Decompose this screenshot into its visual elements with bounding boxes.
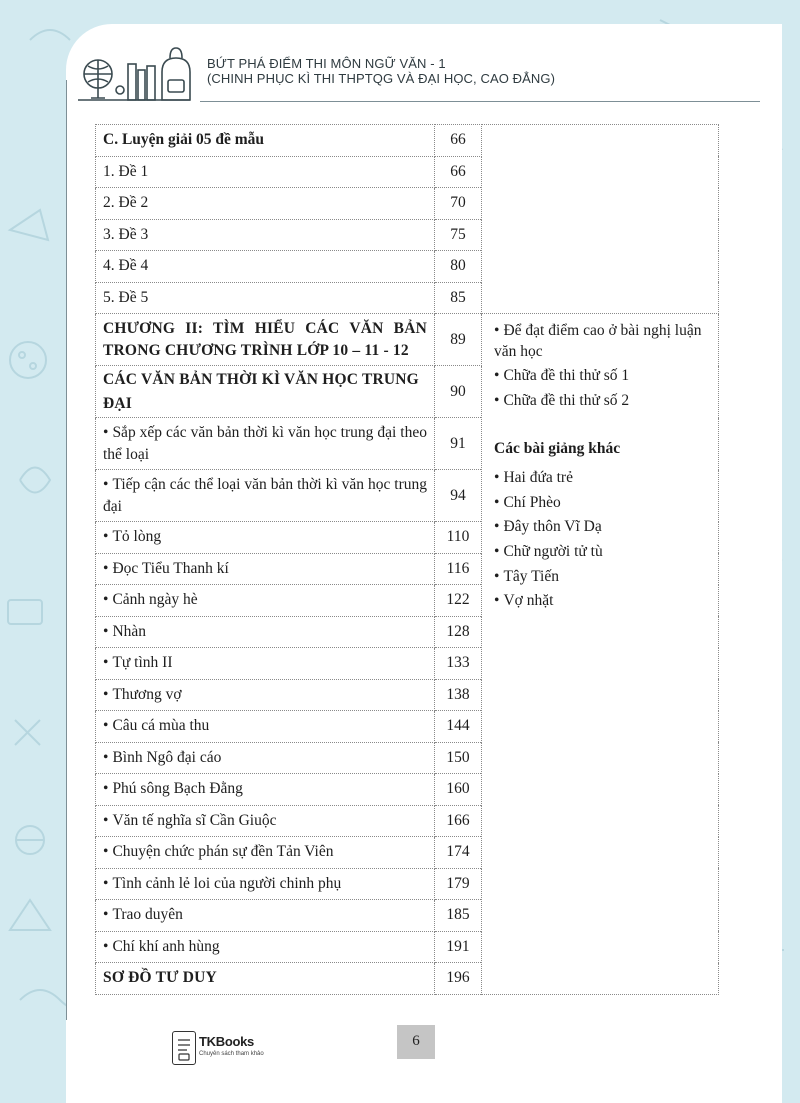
toc-page-number: 150 bbox=[435, 742, 482, 774]
toc-entry-text: Đọc Tiểu Thanh kí bbox=[112, 559, 229, 577]
list-item bbox=[494, 365, 722, 386]
toc-entry-title bbox=[96, 868, 435, 900]
toc-entry-text: Bình Ngô đại cáo bbox=[112, 748, 222, 766]
toc-entry-title bbox=[96, 418, 435, 470]
toc-right-column bbox=[482, 314, 719, 995]
toc-page-number: 66 bbox=[435, 125, 482, 157]
list-item bbox=[494, 566, 722, 587]
toc-entry-text: Tự tình II bbox=[112, 654, 173, 672]
toc-entry-text: Chuyện chức phán sự đền Tản Viên bbox=[112, 843, 334, 861]
list-item bbox=[494, 467, 722, 488]
toc-page-number: 185 bbox=[435, 900, 482, 932]
toc-entry-title bbox=[96, 470, 435, 522]
toc-entry-text: Tiếp cận các thể loại văn bản thời kì văn học trung đại bbox=[103, 475, 427, 515]
book-title-line-2: (CHINH PHỤC KÌ THI THPTQG VÀ ĐẠI HỌC, CAO ĐẲNG) bbox=[207, 71, 556, 86]
toc-entry-text: Phú sông Bạch Đằng bbox=[112, 780, 243, 798]
toc-entry-text: Cảnh ngày hè bbox=[112, 591, 198, 609]
book-logo-icon bbox=[172, 1031, 196, 1065]
list-item-text: Để đạt điểm cao ở bài nghị luận văn học bbox=[494, 322, 702, 360]
toc-page-number: 75 bbox=[435, 219, 482, 251]
list-item-text: Chữa đề thi thử số 1 bbox=[503, 367, 630, 384]
list-item-text: Đây thôn Vĩ Dạ bbox=[503, 518, 602, 535]
toc-entry-title: 3. Đề 3 bbox=[96, 219, 435, 251]
list-item bbox=[494, 590, 722, 611]
toc-entry-title bbox=[96, 585, 435, 617]
toc-entry-text: Nhàn bbox=[112, 622, 147, 640]
list-item-text: Chữ người tử tù bbox=[503, 543, 603, 560]
toc-entry-text: Tình cảnh lẻ loi của người chinh phụ bbox=[112, 874, 342, 892]
toc-section-title: CÁC VĂN BẢN THỜI KÌ VĂN HỌC TRUNG ĐẠI bbox=[96, 366, 435, 418]
toc-page-number: 174 bbox=[435, 837, 482, 869]
list-item-text: Chí Phèo bbox=[503, 494, 561, 511]
toc-entry-text: Trao duyên bbox=[112, 906, 183, 924]
toc-entry-title bbox=[96, 900, 435, 932]
list-item bbox=[494, 516, 722, 537]
toc-entry-title bbox=[96, 931, 435, 963]
toc-entry-title: 2. Đề 2 bbox=[96, 188, 435, 220]
toc-entry-title bbox=[96, 711, 435, 743]
toc-entry-title: 5. Đề 5 bbox=[96, 282, 435, 314]
toc-entry-title: 4. Đề 4 bbox=[96, 251, 435, 283]
toc-page-number: 110 bbox=[435, 522, 482, 554]
list-item bbox=[494, 390, 722, 411]
toc-page-number: 166 bbox=[435, 805, 482, 837]
toc-page-number: 66 bbox=[435, 156, 482, 188]
toc-entry-text: Tỏ lòng bbox=[112, 528, 162, 546]
toc-row bbox=[96, 125, 719, 157]
list-item bbox=[494, 541, 722, 562]
toc-section-title: C. Luyện giải 05 đề mẫu bbox=[96, 125, 435, 157]
toc-entry-title bbox=[96, 553, 435, 585]
book-title bbox=[207, 56, 627, 86]
toc-page-number: 89 bbox=[435, 314, 482, 366]
page-number: 6 bbox=[397, 1025, 435, 1059]
publisher-name: TKBooks bbox=[199, 1034, 254, 1049]
toc-page-number: 191 bbox=[435, 931, 482, 963]
toc-entry-title bbox=[96, 837, 435, 869]
header-rule bbox=[200, 101, 760, 102]
list-item-text: Vợ nhặt bbox=[503, 592, 554, 609]
toc-entry-text: Chí khí anh hùng bbox=[112, 937, 220, 955]
toc-page-number: 122 bbox=[435, 585, 482, 617]
toc-chapter-title: CHƯƠNG II: TÌM HIỂU CÁC VĂN BẢN TRONG CHƯƠNG TRÌNH LỚP 10 – 11 - 12 bbox=[96, 314, 435, 366]
toc-entry-title bbox=[96, 522, 435, 554]
toc-page-number: 91 bbox=[435, 418, 482, 470]
toc-entry-text: Thương vợ bbox=[112, 685, 182, 703]
margin-rule bbox=[66, 80, 67, 1020]
header-illustration-icon bbox=[76, 40, 196, 102]
toc-page-number: 179 bbox=[435, 868, 482, 900]
toc-entry-title bbox=[96, 805, 435, 837]
toc-entry-text: Văn tế nghĩa sĩ Cần Giuộc bbox=[112, 811, 277, 829]
toc-right-empty-cell bbox=[482, 125, 719, 314]
publisher-tagline: Chuyên sách tham khảo bbox=[199, 1051, 264, 1057]
toc-page-number: 160 bbox=[435, 774, 482, 806]
toc-page-number: 144 bbox=[435, 711, 482, 743]
toc-page-number: 80 bbox=[435, 251, 482, 283]
publisher-logo bbox=[172, 1031, 282, 1065]
toc-entry-text: Sắp xếp các văn bản thời kì văn học trung đại theo thể loại bbox=[103, 423, 427, 463]
toc-page-number: 196 bbox=[435, 963, 482, 995]
toc-entry-title: 1. Đề 1 bbox=[96, 156, 435, 188]
toc-page-number: 94 bbox=[435, 470, 482, 522]
toc-page-number: 85 bbox=[435, 282, 482, 314]
toc-entry-title bbox=[96, 648, 435, 680]
toc-entry-title bbox=[96, 616, 435, 648]
toc-page-number: 90 bbox=[435, 366, 482, 418]
table-of-contents bbox=[95, 124, 719, 995]
toc-page-number: 128 bbox=[435, 616, 482, 648]
toc-entry-title bbox=[96, 679, 435, 711]
toc-page-number: 133 bbox=[435, 648, 482, 680]
list-item bbox=[494, 492, 722, 513]
toc-entry-text: Câu cá mùa thu bbox=[112, 717, 210, 735]
book-title-line-1: BỨT PHÁ ĐIỂM THI MÔN NGỮ VĂN - 1 bbox=[207, 56, 446, 71]
toc-page-number: 116 bbox=[435, 553, 482, 585]
list-item-text: Chữa đề thi thử số 2 bbox=[503, 392, 630, 409]
toc-page-number: 138 bbox=[435, 679, 482, 711]
toc-entry-title bbox=[96, 774, 435, 806]
toc-section-title: SƠ ĐỒ TƯ DUY bbox=[96, 963, 435, 995]
other-lectures-heading: Các bài giảng khác bbox=[494, 440, 621, 457]
toc-entry-title bbox=[96, 742, 435, 774]
list-item-text: Tây Tiến bbox=[503, 568, 559, 585]
list-item bbox=[494, 320, 722, 362]
toc-page-number: 70 bbox=[435, 188, 482, 220]
toc-row bbox=[96, 314, 719, 366]
list-item-text: Hai đứa trẻ bbox=[503, 469, 573, 486]
